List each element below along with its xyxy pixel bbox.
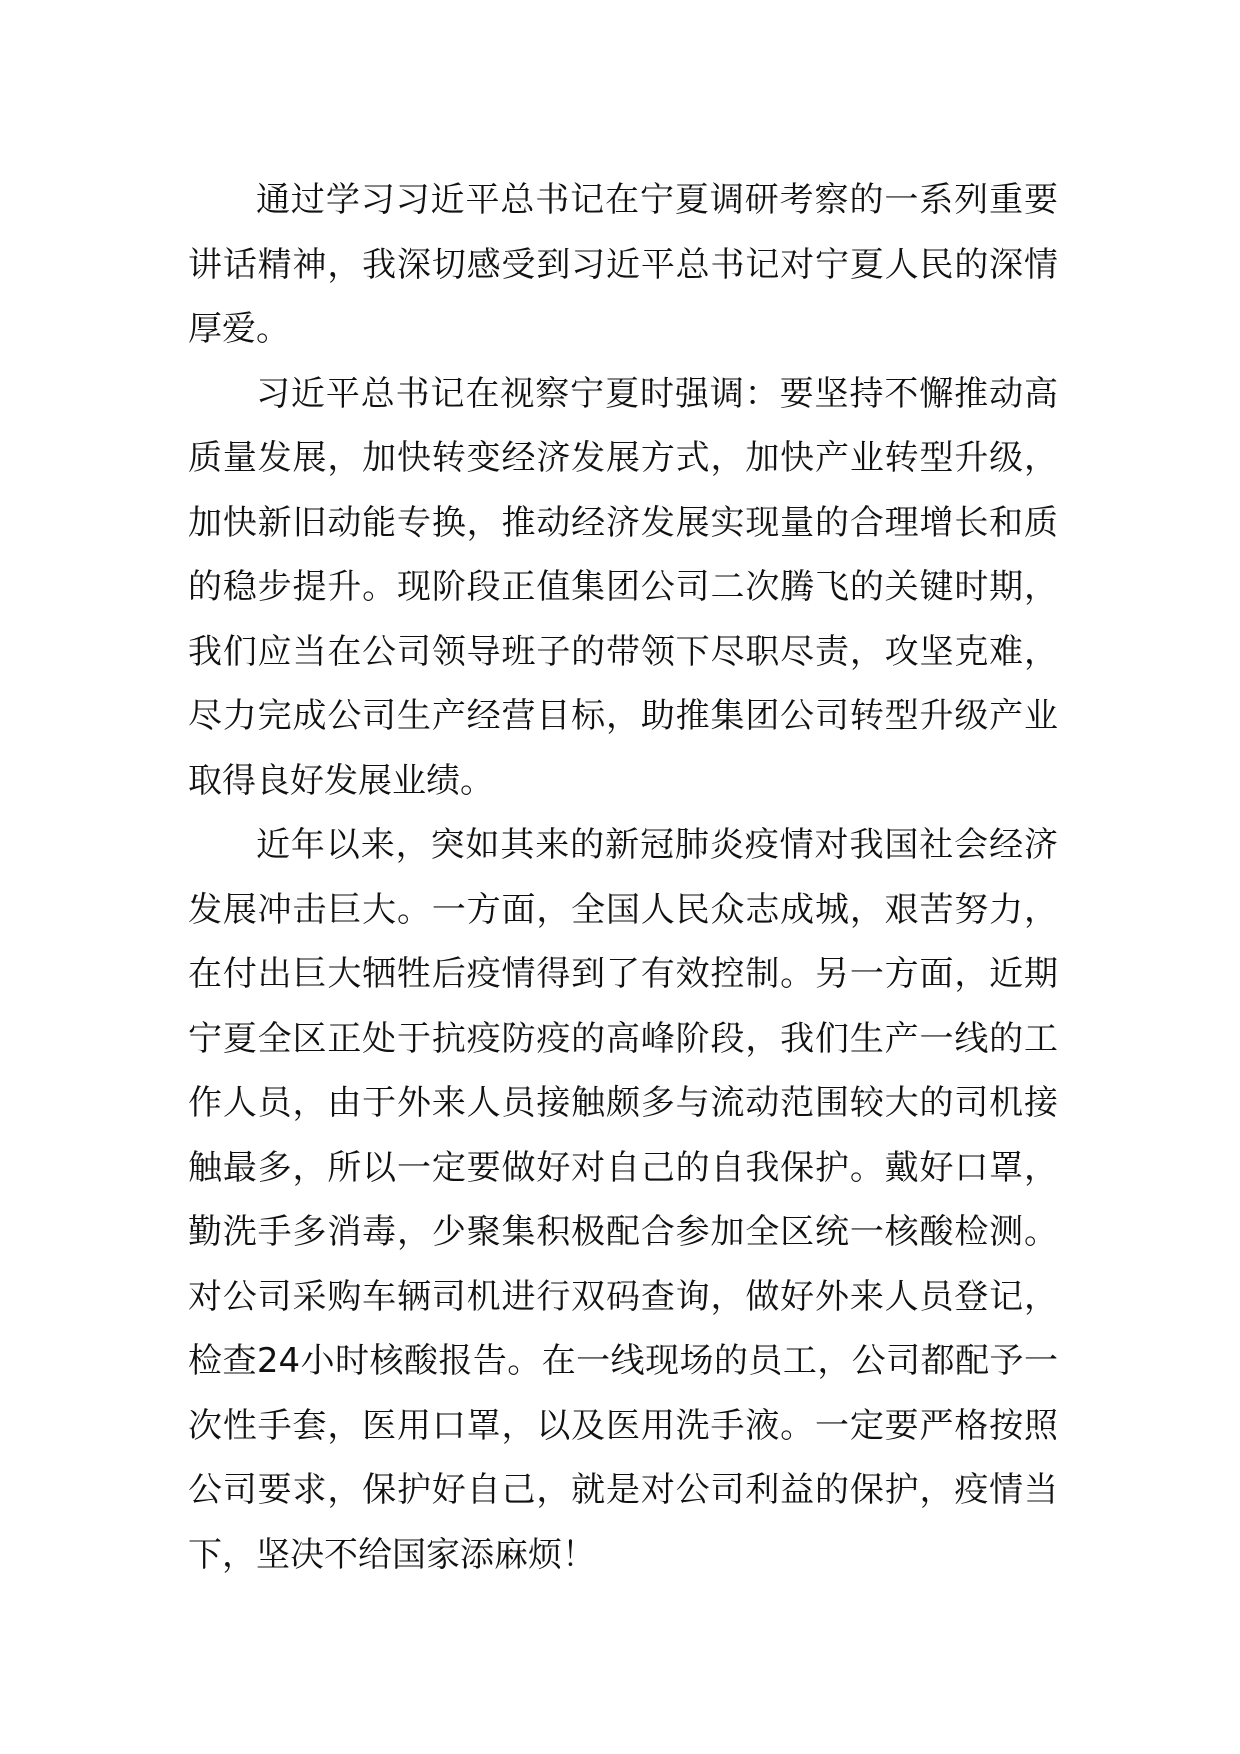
paragraph-high-quality-development: 习近平总书记在视察宁夏时强调：要坚持不懈推动高质量发展，加快转变经济发展方式，加快产业转型升级，加快新旧动能专换，推动经济发展实现量的合理增长和质的稳步提升。现阶段正值集团公司二次腾飞的关键时期，我们应当在公司领导班子的带领下尽职尽责，攻坚克难，尽力完成公司生产经营目标，助推集团公司转型升级产业取得良好发展业绩。 bbox=[188, 373, 1058, 801]
paragraph-epidemic-prevention: 近年以来，突如其来的新冠肺炎疫情对我国社会经济发展冲击巨大。一方面，全国人民众志成城，艰苦努力，在付出巨大牺牲后疫情得到了有效控制。另一方面，近期宁夏全区正处于抗疫防疫的高峰阶段，我们生产一线的工作人员，由于外来人员接触颇多与流动范围较大的司机接触最多，所以一定要做好对自己的自我保护。戴好口罩，勤洗手多消毒，少聚集积极配合参加全区统一核酸检测。对公司采购车辆司机进行双码查询，做好外来人员登记，检查24小时核酸报告。在一线现场的员工，公司都配予一次性手套，医用口罩，以及医用洗手液。一定要严格按照公司要求，保护好自己，就是对公司利益的保护，疫情当下，坚决不给国家添麻烦！ bbox=[188, 825, 1058, 1575]
document-body bbox=[188, 168, 1058, 1587]
paragraph-study-reflection: 通过学习习近平总书记在宁夏调研考察的一系列重要讲话精神，我深切感受到习近平总书记对宁夏人民的深情厚爱。 bbox=[188, 180, 1058, 349]
